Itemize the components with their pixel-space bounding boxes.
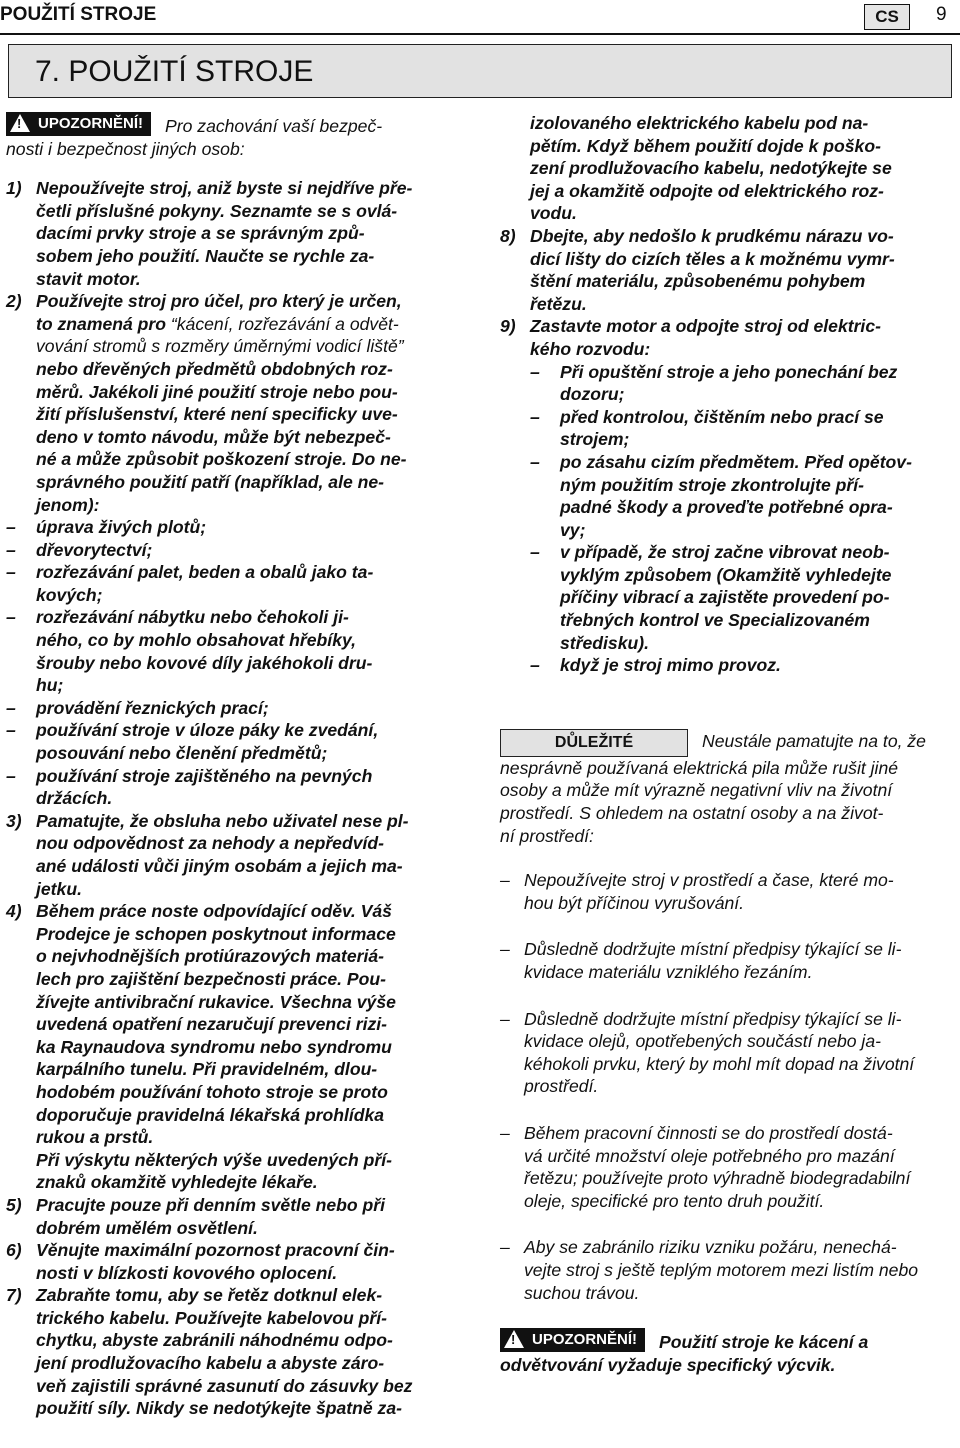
header-rule xyxy=(0,33,960,35)
text-line: Používejte stroj pro účel, pro který je určen, xyxy=(36,291,402,312)
warning-text-line: Pro zachování vaší bezpeč- xyxy=(165,116,383,136)
text-line: Nepoužívejte stroj, aniž byste si nejdříve pře- xyxy=(36,178,413,199)
list-item: – dřevorytectví; xyxy=(6,539,153,560)
text-line: stavit motor. xyxy=(36,268,141,289)
item-number: 4) xyxy=(6,901,22,922)
list-item: – rozřezávání palet, beden a obalů jako ta- kových; xyxy=(6,562,374,605)
text-line: nebo dřevěných předmětů obdobných roz- xyxy=(36,358,393,379)
list-item: – Aby se zabránilo riziku vzniku požáru, nenechá- vejte stroj s ještě teplým motorem mezi listím nebo suchou trávou. xyxy=(500,1237,919,1303)
warning-triangle-icon xyxy=(10,114,30,132)
training-warning: ! UPOZORNĚNÍ! Použití stroje ke kácení a odvětvování vyžaduje specifický výcvik. xyxy=(500,1328,954,1376)
rule-item-8: 8) Dbejte, aby nedošlo k prudkému nárazu vo- dicí lišty do cizích těles a k možnému vymr- štění materiálu, způsobenému pohybem řetězu. xyxy=(500,225,895,314)
item-number: 5) xyxy=(6,1194,22,1215)
text-line: měrů. Jakékoli jiné použití stroje nebo pou- xyxy=(36,381,398,402)
text-line: to znamená pro xyxy=(36,313,171,334)
left-column xyxy=(6,112,458,1420)
warning-badge xyxy=(500,1328,645,1352)
list-item: – úprava živých plotů; xyxy=(6,517,207,538)
item-number: 2) xyxy=(6,291,22,312)
text-line: četli příslušné pokyny. Seznamte se s ovlá- xyxy=(36,200,398,221)
rule-item-6: 6) Věnujte maximální pozornost pracovní čin- nosti v blízkosti kovového oplocení. xyxy=(6,1240,395,1283)
language-badge: CS xyxy=(864,4,910,30)
chapter-title: 7. POUŽITÍ STROJE xyxy=(35,55,314,88)
text-line: jenom): xyxy=(36,494,100,515)
running-head: POUŽITÍ STROJE xyxy=(0,4,157,25)
environment-notes xyxy=(500,869,954,1304)
text-line: žití příslušenství, které není specificky uve- xyxy=(36,404,398,425)
rule-item-2 xyxy=(6,290,458,516)
list-item: – v případě, že stroj začne vibrovat neob- vyklým způsobem (Okamžitě vyhledejte příčiny vibrací a zajistěte provedení po- třebných kontrol ve Specializovaném středisku). xyxy=(530,542,892,653)
list-item: – Během pracovní činnosti se do prostředí dostá- vá určité množství oleje potřebného pro mazání řetězu; používejte proto výhradně biodegradabilní oleje, specifické pro tento druh použití. xyxy=(500,1122,911,1211)
text-line: správného použití patří (například, ale ne- xyxy=(36,471,385,492)
list-item: – používání stroje zajištěného na pevných držácích. xyxy=(6,765,373,809)
misuse-list xyxy=(6,516,458,810)
page-number: 9 xyxy=(936,4,947,25)
important-paragraph: DŮLEŽITÉ Neustále pamatujte na to, že nesprávně používaná elektrická pila může rušit jiné osoby a může mít výrazně negativní vliv na životní prostředí. S ohledem na ostatní osoby a na život- ní prostředí: xyxy=(500,730,926,846)
rule-item-4-note: Při výskytu některých výše uvedených pří- znaků okamžitě vyhledejte lékaře. xyxy=(36,1149,392,1193)
list-item: – Při opuštění stroje a jeho ponechání bez dozoru; xyxy=(530,361,898,405)
item-number: 6) xyxy=(6,1240,22,1261)
right-column xyxy=(500,112,954,1376)
list-item: – Důsledně dodržujte místní předpisy týkající se li- kvidace olejů, opotřebených součástí nebo ja- kéhokoli prvku, který by mohl mít dopad na životní prostředí. xyxy=(500,1008,915,1097)
stop-motor-list xyxy=(530,361,954,677)
item-number: 3) xyxy=(6,810,22,831)
warning-badge xyxy=(6,112,151,136)
list-item: – po zásahu cizím předmětem. Před opětov- ným použitím stroje zkontrolujte pří- padné škody a proveďte potřebné opra- vy; xyxy=(530,451,912,540)
rule-item-7: 7) Zabraňte tomu, aby se řetěz dotknul elek- trického kabelu. Používejte kabelovou pří- chytku, abyste zabránili náhodnému odpo- jení prodlužovacího kabelu a abyste záro- veň zajistili správné zasunutí do zásuvky bez použití síly. Nikdy se nedotýkejte špatně za- xyxy=(6,1285,413,1419)
list-item: – když je stroj mimo provoz. xyxy=(530,655,781,676)
text-line: sobem jeho použití. Naučte se rychle za- xyxy=(36,245,375,266)
warning-label: UPOZORNĚNÍ! xyxy=(38,115,143,132)
important-badge: DŮLEŽITÉ xyxy=(500,729,688,757)
warning-text-line: nosti i bezpečnost jiných osob: xyxy=(6,138,245,159)
text-line: deno v tomto návodu, může být nebezpeč- xyxy=(36,426,391,447)
item-number: 8) xyxy=(500,225,516,246)
text-line-quote: “kácení, rozřezávání a odvět- xyxy=(170,313,399,334)
rule-item-5: 5) Pracujte pouze při denním světle nebo při dobrém umělém osvětlení. xyxy=(6,1194,386,1238)
list-item: – před kontrolou, čištěním nebo prací se strojem; xyxy=(530,406,884,450)
item-number: 1) xyxy=(6,178,22,199)
item-number: 7) xyxy=(6,1285,22,1306)
rule-item-3: 3) Pamatujte, že obsluha nebo uživatel nese pl- nou odpovědnost za nehody a nepředvíd- ané události vůči jiným osobám a jejich ma- jetku. xyxy=(6,810,409,899)
rule-item-7-continued: izolovaného elektrického kabelu pod na- pětím. Když během použití dojde k poško- zení prodlužovacího kabelu, nedotýkejte se jej a okamžitě odpojte od elektrického roz- vodu. xyxy=(530,113,892,224)
warning-paragraph xyxy=(6,112,458,160)
rule-item-9: 9) Zastavte motor a odpojte stroj od elektric- kého rozvodu: xyxy=(500,316,881,359)
text-line-quote: vování stromů s rozměry úměrnými vodicí liště” xyxy=(36,336,404,357)
list-item: – provádění řeznických prací; xyxy=(6,697,269,718)
item-number: 9) xyxy=(500,316,516,337)
text-line: né a může způsobit poškození stroje. Do ne- xyxy=(36,449,407,470)
rule-item-1 xyxy=(6,177,458,290)
warning-triangle-icon xyxy=(504,1330,524,1348)
rule-item-4: 4) Během práce noste odpovídající oděv. Váš Prodejce je schopen poskytnout informace o nejvhodnějších protiúrazových materiá- lech pro zajištění bezpečnosti práce. Pou- žívejte antivibrační rukavice. Všechna výše uvedená opatření nezaručují prevenci rizi- ka Raynaudova syndromu nebo syndromu karpálního tunelu. Při pravidelném, dlou- hodobém používání tohoto stroje se proto doporučuje pravidelná lékařská prohlídka rukou a prstů. xyxy=(6,901,396,1148)
list-item: – používání stroje v úloze páky ke zvedání, posouvání nebo členění předmětů; xyxy=(6,720,379,764)
chapter-heading-box xyxy=(8,44,952,98)
warning-label: UPOZORNĚNÍ! xyxy=(532,1331,637,1349)
text-line: dacími prvky stroje a se správným způ- xyxy=(36,223,365,244)
list-item: – rozřezávání nábytku nebo čehokoli ji- ného, co by mohlo obsahovat hřebíky, šrouby nebo kovové díly jakéhokoli dru- hu; xyxy=(6,607,373,696)
list-item: – Nepoužívejte stroj v prostředí a čase, které mo- hou být příčinou vyrušování. xyxy=(500,870,894,913)
list-item: – Důsledně dodržujte místní předpisy týkající se li- kvidace materiálu vzniklého řezáním. xyxy=(500,939,902,982)
